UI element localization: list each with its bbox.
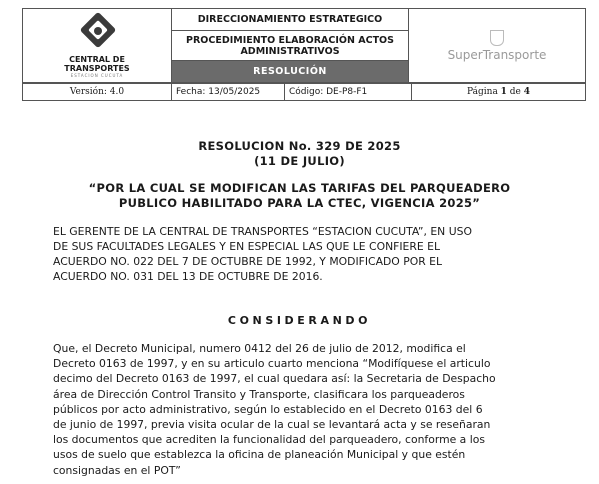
- body-line: públicos por acto administrativo, según lo establecido en el Decreto 0163 del 6: [53, 402, 483, 416]
- considerando-heading: CONSIDERANDO: [227, 314, 372, 327]
- pagina-prefix: Página: [466, 87, 501, 97]
- fecha-cell: Fecha: 13/05/2025: [172, 84, 285, 101]
- logo-text-line2: TRANSPORTES: [64, 63, 130, 73]
- version-cell: Versión: 4.0: [23, 84, 172, 101]
- shield-icon: [490, 30, 504, 46]
- intro-line: ACUERDO NO. 022 DEL 7 DE OCTUBRE DE 1992, Y MODIFICADO POR EL: [53, 255, 442, 268]
- body-line: Decreto 0163 de 1997, y en su articulo cuarto menciona “Modifíquese el articulo: [53, 357, 491, 371]
- supertransporte-logo: [409, 9, 586, 83]
- intro-paragraph: [53, 224, 573, 284]
- pagina-cell: [412, 84, 586, 101]
- body-line: área de Dirección Control Transito y Transporte, clasificara los parqueaderos: [53, 387, 465, 401]
- intro-line: ACUERDO NO. 031 DEL 13 DE OCTUBRE DE 2016.: [53, 270, 323, 283]
- pagina-total: 4: [523, 87, 531, 97]
- body-line: de junio de 1997, previa visita ocular de la cual se levantará acta y se reseñaran: [53, 418, 491, 432]
- body-line: Que, el Decreto Municipal, numero 0412 del 26 de julio de 2012, modifica el: [53, 342, 466, 355]
- subject-line-2: PUBLICO HABILITADO PARA LA CTEC, VIGENCIA 2025”: [118, 196, 481, 210]
- logo-text-line3: ESTACION CUCUTA: [70, 72, 124, 78]
- logo-text-line1: CENTRAL DE: [69, 54, 125, 64]
- body-line: consignadas en el POT”: [53, 463, 181, 477]
- subject-line-1: “POR LA CUAL SE MODIFICAN LAS TARIFAS DEL PARQUEADERO: [88, 181, 511, 195]
- supertransporte-text: SuperTransporte: [447, 47, 547, 62]
- central-emblem-icon: [77, 13, 117, 53]
- central-logo: [23, 9, 172, 83]
- intro-line: EL GERENTE DE LA CENTRAL DE TRANSPORTES “ESTACION CUCUTA”, EN USO: [53, 225, 472, 238]
- body-line: usos de suelo que establezca la oficina de planeación Municipal y que estén: [53, 448, 466, 462]
- header-title-resolution: RESOLUCIÓN: [172, 61, 409, 83]
- resolution-date: (11 DE JULIO): [254, 154, 345, 168]
- considerando-paragraph: [53, 341, 573, 478]
- body-line: los documentos que acrediten la funcionalidad del parqueadero, conforme a los: [53, 433, 485, 447]
- header-meta-table: [22, 83, 586, 101]
- header-table: [22, 8, 586, 83]
- codigo-cell: Código: DE-P8-F1: [285, 84, 412, 101]
- body-line: decimo del Decreto 0163 de 1997, el cual quedara así: la Secretaria de Despacho: [53, 372, 496, 386]
- pagina-mid: de: [506, 87, 524, 97]
- resolution-title: RESOLUCION No. 329 DE 2025: [198, 139, 401, 153]
- header-title-procedure: PROCEDIMIENTO ELABORACIÓN ACTOS ADMINISTRATIVOS: [172, 31, 409, 61]
- header-title-strategic: DIRECCIONAMIENTO ESTRATEGICO: [172, 9, 409, 31]
- intro-line: DE SUS FACULTADES LEGALES Y EN ESPECIAL LAS QUE LE CONFIERE EL: [53, 240, 440, 253]
- pagina-number: 1: [500, 87, 507, 97]
- document-header: [22, 8, 586, 146]
